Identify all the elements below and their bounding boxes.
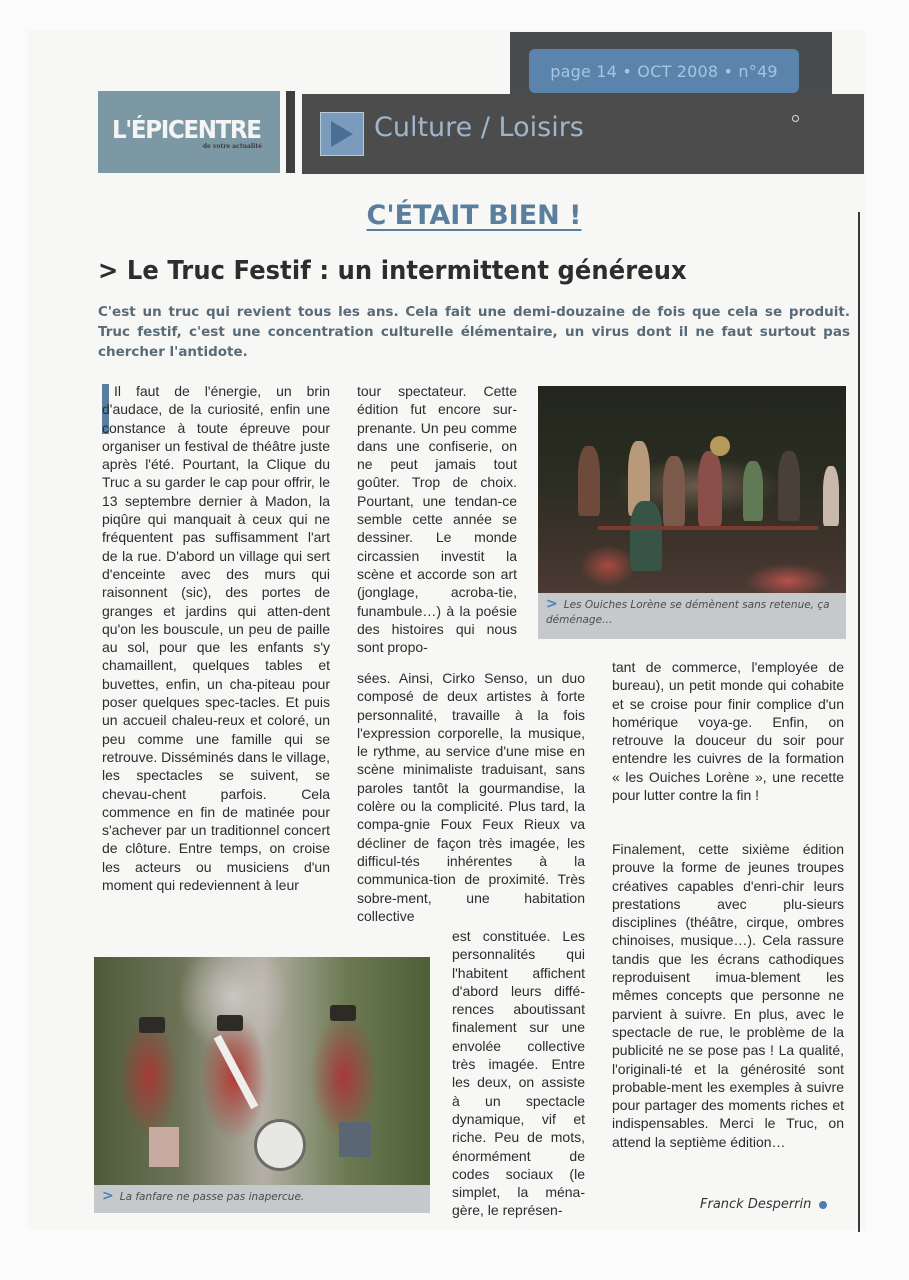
column-rule [858,212,860,1232]
body-column-3-top: tant de commerce, l'employée de bureau), un petit monde qui cohabite et se croise pour finir complice d'un homérique voya-ge. Enfin, on retrouve la douceur du soir pour entendre les cuivres de la formation « les Ouiches Lorène », une recette pour lutter contre la fin ! [612,659,844,804]
publication-logo [98,91,280,173]
header-divider [286,91,295,173]
article-lead: C'est un truc qui revient tous les ans. Cela fait une demi-douzaine de fois que cela se produit. Truc festif, c'est une concentration culturelle élémentaire, un virus dont il ne faut surtout pas chercher l'antidote. [98,304,850,360]
night-concert-photo [538,386,846,593]
caption-text: La fanfare ne passe pas inapercue. [119,1191,305,1203]
author-name: Franck Desperrin [700,1197,812,1212]
photo-caption-1 [538,593,846,639]
caption-chevron-icon: > [546,596,558,612]
caption-chevron-icon: > [102,1188,114,1204]
decorative-dot [792,115,799,122]
logo-tagline: de votre actualité [202,143,262,150]
body-column-2-top: tour spectateur. Cette édition fut encore sur-prenante. Un peu comme dans une confiserie, on ne peut jamais tout goûter. Trop de choix. Pourtant, une tendan-ce semble cette année se dessiner. Le monde circassien investit la scène et accorde son art (jonglage, acroba-tie, funambule…) à la poésie des histoires qui nous sont propo- [357,383,517,656]
body-column-1: Il faut de l'énergie, un brin d'audace, de la curiosité, enfin une constance à toute épreuve pour organiser un festival de théâtre juste après l'été. Pourtant, la Clique du Truc a su garder le cap pour offrir, le 13 septembre dernier à Madon, la piqûre qui manquait à ceux qui ne fréquentent pas suffisamment l'art de la rue. D'abord un village qui sert d'enceinte avec des murs qui raisonnent (sic), des portes de granges et jardins qui atten-dent qu'on les bouscule, un peu de paille au sol, pour que les enfants s'y chamaillent, quelques tables et buvettes, enfin, un cha-piteau pour poser quelques spec-tacles. Et puis un accueil chaleu-reux et coloré, un peu comme une famille qui se retrouve. Disséminés dans le village, les spectacles se suivent, se chevau-chent parfois. Cela commence en fin de matinée pour s'achever par un traditionnel concert de clôture. Entre temps, on croise les acteurs ou musiciens d'un moment qui redeviennent à leur [102,383,330,894]
body-column-3-bottom: Finalement, cette sixième édition prouve la forme de jeunes troupes créatives capables d'enri-chir leurs prestations avec plu-sieurs disciplines (théâtre, cirque, ombres chinoises, musique…). Cela rassure tandis que les écrans cathodiques reproduisent imua-blement les mêmes concepts que personne ne parvient à suivre. En plus, avec le spectacle de rue, le problème de la publicité ne se pose pas ! La qualité, l'originali-té et la générosité sont probable-ment les exemples à suivre pour partager des moments riches et indispensables. Merci le Truc, on attend la septième édition… [612,841,844,1150]
issue-info-badge: page 14 • OCT 2008 • n°49 [529,49,799,93]
caption-text: Les Ouiches Lorène se démènent sans retenue, ça déménage… [546,599,830,626]
body-column-2-middle: sées. Ainsi, Cirko Senso, un duo composé de deux artistes à forte personnalité, travaille à la fois l'expression corporelle, la musique, le rythme, au service d'une mise en scène minimaliste traduisant, sans paroles tantôt la gourmandise, la colère ou la complicité. Plus tard, la compa-gnie Foux Feux Rieux va décliner de façon très imagée, les difficul-tés inhérentes à la communica-tion de proximité. Très sobre-ment, une habitation collective [357,670,585,924]
photo-caption-2 [94,1185,430,1213]
article-headline: > Le Truc Festif : un intermittent généreux [98,256,687,286]
section-title: Culture / Loisirs [374,112,584,143]
article-kicker: C'ÉTAIT BIEN ! [366,200,582,231]
play-arrow-icon [320,112,364,156]
logo-title: L'ÉPICENTRE [112,115,261,144]
body-column-2-bottom: est constituée. Les personnalités qui l'habitent affichent d'abord leurs diffé-rences aboutissant finalement sur une envolée collective très imagée. Entre les deux, on assiste à un spectacle dynamique, vif et riche. Peu de mots, énormément de codes sociaux (le simplet, la ména-gère, le représen- [452,928,585,1219]
marching-band-photo [94,957,430,1185]
bullet-dot-icon [819,1201,827,1209]
author-byline [700,1197,827,1212]
